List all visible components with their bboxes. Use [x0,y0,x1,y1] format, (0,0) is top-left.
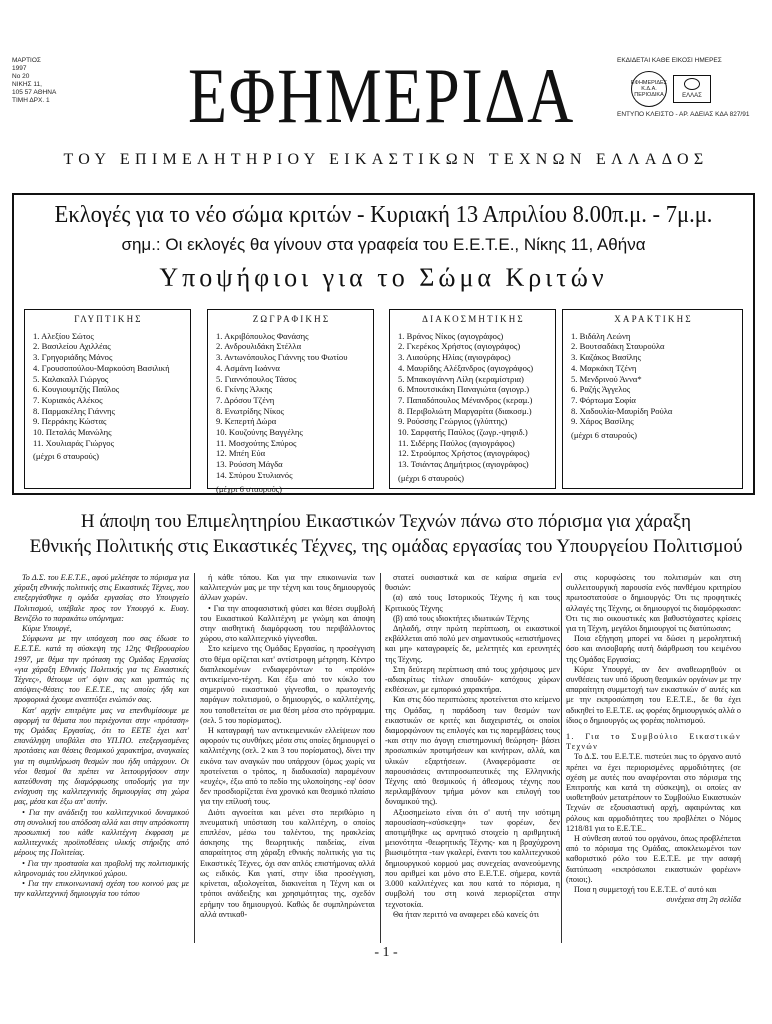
candidate: 12. Μπέη Εύα [216,448,266,459]
vote-limit: (μέχρι 6 σταυρούς) [571,430,638,441]
article-paragraph: Το Δ.Σ. του Ε.Ε.Τ.Ε., αφού μελέτησε το πόρισμα για χάραξη εθνικής πολιτικής στις Εικαστικές Τέχνες, που επεξεργάσθηκε η ομάδα εργασίας στο Υπουργείο Πολιτισμού, υπέβαλε προς τον Υπουργό κ. Ευαγ. Βενιζέλο το παρακάτω υπόμνημα: [14,573,189,623]
candidate: 6. Μπουτσικάκη Παναγιώτα (αγιογρ.) [398,384,530,395]
column-divider [194,573,195,943]
candidate: 9. Χάρος Βασίλης [571,416,634,427]
candidates-decorative [389,309,556,489]
column-heading: ΓΛΥΠΤΙΚΗΣ [74,314,143,324]
article-paragraph: Αξιοσημείωτο είναι ότι σ' αυτή την ισότιμη παρουσίαση-«σύσκεψη» των φορέων, δεν αποτιμήθηκε ως αρνητικό στοιχείο η αριθμητική μειονότητα -θεωρητικής Τέχνης- και η βραχύχρονη βιωσιμότητα -των γκαλερί, έναντι του καλλιτεχνικού δημιουργικού κορμού μας συνεχείας ανανεούμενης που αριθμεί και μόνο στο Ε.Ε.Τ.Ε. σήμερα, κοντά 3.000 καλλιτέχνες και που κατά το πόρισμα, η συμβολή του στη κοινά περιορίζεται στην τεχνοτοκία. [385,807,560,909]
column-heading: ΔΙΑΚΟΣΜΗΤΙΚΗΣ [422,314,525,324]
candidate: 9. Κεπερτή Δώρα [216,416,277,427]
column-divider [380,573,381,943]
candidate: 4. Μαυρίδης Αλέξανδρος (αγιογράφος) [398,362,534,373]
issue-info-line: ΜΑΡΤΙΟΣ [12,57,41,64]
candidate: 11. Χουλιαράς Γιώργος [33,437,114,448]
article-column-2 [200,573,375,920]
candidate: 1. Ακριβόπουλος Φανάσης [216,330,309,341]
newspaper-title: ΕΦΗΜΕΡΙΔΑ [188,52,575,139]
candidate: 2. Βασιλείου Αχιλλέας [33,341,111,352]
column-divider [561,573,562,943]
candidate: 13. Ρούσση Μάγδα [216,459,283,470]
candidates-sculpture [24,309,191,489]
candidate-list [398,331,549,470]
article-paragraph: Η σύνθεση αυτού του οργάνου, όπως προβλέπεται από το πόρισμα της Ομάδας, αποκλειωμένοι των καθοριστικό ρόλο του Ε.Ε.Τ.Ε. με την ασαφή διατύπωση «εκπρόσωποι εικαστικών φορέων» (ποιοι;). [566,834,741,884]
stamp-label: ΕΛΛΑΣ [682,93,702,99]
article-title-line: Η άποψη του Επιμελητηρίου Εικαστικών Τεχνών πάνω στο πόρισμα για χάραξη [80,511,692,532]
candidate: 1. Βράνος Νίκος (αγιογράφος) [398,330,504,341]
candidate: 4. Γρουσοπούλου-Μαρκούση Βασιλική [33,362,170,373]
candidate: 10. Πεταλάς Μανώλης [33,427,112,438]
continued-note: συνέχεια στη 2η σελίδα [666,895,741,905]
article-title [12,509,760,559]
vote-limit: (μέχρι 6 σταυρούς) [398,472,465,483]
candidates-painting [207,309,374,494]
article-paragraph: Θα ήταν περιττό να αναφερει εδώ κανείς ότι [393,909,539,919]
article-title-line: Εθνικής Πολιτικής στις Εικαστικές Τέχνες, της ομάδας εργασίας του Υπουργείου Πολιτισμού [29,536,743,557]
election-note: σημ.: Οι εκλογές θα γίνουν στα γραφεία του Ε.Ε.Τ.Ε., Νίκης 11, Αθήνα [121,235,646,254]
candidate: 9. Περράκης Κώστας [33,416,107,427]
article-paragraph: • Για την ανάδειξη του καλλιτεχνικού δυναμικού στη συνολική του απόδοση αλλά και στην απρόσκοπτη προσωπική του κάθε καλλιτέχνη έκφραση με καλλιτεχνικές προϋποθέσεις υλικής στήριξης από μέρους της Πολιτείας. [14,807,189,858]
article-paragraph: Στο κείμενο της Ομάδας Εργασίας, η προσέγγιση στο θέμα ορίζεται κατ' αντίστροφη μέτρηση. Κέντρο διαπλεκομένων ενδιαφερόντων το «προϊόν» αντικείμενο-τέχνη. Και έξω από τον κύκλο του σημερινού εικαστικού γίγνεσθαι, ο πρωτογενής παράγων πολιτισμού, ο δημιουργός, ο καλλιτέχνης, που τοποθετείται σε μια θέση μέσα στο πρόγραμμα. (σελ. 5 του πορίσματος). [200,644,375,725]
newspaper-subtitle: ΤΟΥ ΕΠΙΜΕΛΗΤΗΡΙΟΥ ΕΙΚΑΣΤΙΚΩΝ ΤΕΧΝΩΝ ΕΛΛΑΔΟΣ [63,151,709,168]
column-heading: ΧΑΡΑΚΤΙΚΗΣ [614,314,693,324]
candidate: 5. Καλακαλλ Γιώργος [33,373,109,384]
postal-logos [631,71,767,107]
periodicals-seal-icon: ΕΦΗΜΕΡΙΔΕΣ Κ.Δ.Α. ΠΕΡΙΟΔΙΚΑ [631,71,667,107]
candidate: 5. Γιαννόπουλος Τάσος [216,373,297,384]
article-column-1 [14,573,189,900]
candidate: 5. Μενδρινού Άννα* [571,373,642,384]
candidate: 8. Παρμακέλης Γιάννης [33,405,115,416]
candidate: 3. Γρηγοριάδης Μάνος [33,352,113,363]
candidates-title: Υποψήφιοι για το Σώμα Κριτών [159,263,608,292]
article-paragraph: ή κάθε τόπου. Και για την επικοινωνία των καλλιτεχνών μας με την τέχνη και τους δημιουργούς άλλων χωρών. [200,573,375,603]
article-paragraph: Το Δ.Σ. του Ε.Ε.Τ.Ε. πιστεύει πως το όργανο αυτό πρέπει να έχει περιορισμένες αρμοδιότητες (σε σχέση με αυτές που αναφέρονται στο πόρισμα της Επιτροπής και κατά τη σύσκεψη), οι οποίες αν υιοθετηθούν μετατρέπουν το Συμβούλιο Εικαστικών Τεχνών σε εξουσιαστική αρχή, αφαιρώντας και ρόλους και αρμοδιότητες του προβλέπει ο Νόμος 1218/81 για το Ε.Ε.Τ.Ε.. [566,752,741,833]
candidate: 3. Αντωνόπουλος Γιάννης του Φωτίου [216,352,348,363]
article-paragraph: Σύμφωνα με την υπόσχεση που σας έδωσε το Ε.Ε.Τ.Ε. κατά τη σύσκεψη της 12ης Φεβρουαρίου 1997, με θέμα την πρόταση της Ομάδας Εργασίας «για χάραξη Εθνικής Πολιτικής για τις Εικαστικές Τέχνες», θέτουμε υπ' όψιν σας και γραπτώς τις απόψεις-θέσεις του Ε.Ε.Τ.Ε., τις οποίες ήδη και προφορικά έχουμε αναπτύξει ενώπιόν σας. [14,634,189,705]
candidate: 3. Καζάκος Βασίλης [571,352,641,363]
candidate: 6. Κουγιουμτζής Παύλος [33,384,120,395]
article-paragraph: Κύριε Υπουργέ, αν δεν αναθεωρηθούν οι συνθέσεις των υπό ίδρυση θεσμικών οργάνων με την απαραίτητη συμμετοχή των εικαστικών σ' αυτές και με την εκπροσώπηση του Ε.Ε.Τ.Ε., δε θα έχει αδικηθεί το Ε.Ε.Τ.Ε. ως φορέας δημιουργικός αλλά ο ίδιος ο δημιουργός ως φορέας πολιτισμού. [566,664,741,725]
candidate: 6. Ραζής Άγγελος [571,384,631,395]
candidate: 5. Μπακογιάννη Λίλη (κεραμίστρια) [398,373,524,384]
candidate: 3. Λιαούρης Ηλίας (αγιογράφος) [398,352,511,363]
candidate: 11. Μοσχούτης Σπύρος [216,437,297,448]
election-box [12,193,755,495]
permit-note: ΕΝΤΥΠΟ ΚΛΕΙΣΤΟ - ΑΡ. ΑΔΕΙΑΣ ΚΔΑ 827/91 [617,111,750,118]
candidate: 13. Τσιάντας Δημήτριος (αγιογράφος) [398,459,529,470]
candidate: 2. Βουτσαδάκη Σταυρούλα [571,341,665,352]
section-heading: 1. Για το Συμβούλιο Εικαστικών Τεχνών [566,732,741,752]
candidate: 10. Σαρφατής Παύλος (ζωγρ.-ψηφιδ.) [398,427,528,438]
candidate: 8. Ενωτρίδης Νίκος [216,405,284,416]
candidate: 8. Χαδουλία-Μαυρίδη Ρούλα [571,405,673,416]
candidate: 14. Σπύρου Στυλιανός [216,469,293,480]
article-paragraph: Ποια εξήγηση μπορεί να δώσει η μεροληπτική όσο και ανισοβαρής αυτή διάρθρωση του κειμένου της Ομάδας Εργασίας; [566,634,741,664]
candidate: 2. Ανδρουλιδάκη Στέλλα [216,341,302,352]
column-heading: ΖΩΓΡΑΦΙΚΗΣ [252,314,331,324]
issue-info-line: Νο 20 [12,73,30,80]
candidate: 7. Δρόσου Τζένη [216,394,275,405]
candidate: 8. Περιβολιώτη Μαργαρίτα (διακοσμ.) [398,405,532,416]
issue-info-line: 105 57 ΑΘΗΝΑ [12,89,57,96]
candidate: 11. Σιδέρης Παύλος (αγιογράφος) [398,437,515,448]
candidate: 1. Αλεξίου Σώτος [33,330,94,341]
article-paragraph: Κατ' αρχήν επιτρέψτε μας να επενθυμίσουμε με αφορμή τα θέματα που περιέχονται στην «πρόταση» της Ομάδας Εργασίας, ότι το ΕΕΤΕ έχει κατ' επανάληψη υποβάλει στο ΥΠ.ΠΟ. επεξεργασμένες προτάσεις και θέσεις θεσμικού χαρακτήρα, αναγκαίες για τη συμπλήρωση θεσμών που ήδη υπάρχουν. Οι νέοι θεσμοί θα πρέπει να λειτουργήσουν στην κατεύθυνση της διαμόρφωσης υποδομής για την ενίσχυση της καλλιτεχνικής δημιουργίας στη χώρα μας, μέσα και έξω απ' αυτήν. [14,705,189,807]
article-paragraph: στις κορυφώσεις του πολιτισμών και στη συλλειτουργική παρουσία ενός πανθέμου κριτηρίου πρωτοστατούσε ο δημιουργός: Ότι τις προφητικές αλλαγές της Τέχνης, οι δημιουργοί τις διαμόρφωσαν: Ότι τις πιο οικουστικές και βαθυστόχαστες κρίσεις για τη Τέχνη, μεγάλοι δημιουργοί τις διατύπωσαν; [566,573,741,634]
article-paragraph: (α) από τους Ιστορικούς Τέχνης ή και τους Κριτικούς Τέχνης [385,593,560,613]
vote-limit: (μέχρι 6 σταυρούς) [216,483,283,494]
candidate-list [33,331,184,449]
article-paragraph: • Για την προστασία και προβολή της πολιτισμικής κληρονομιάς του ελληνικού χώρου. [14,858,189,878]
article-paragraph: Κύριε Υπουργέ, [22,624,72,634]
candidates-printmaking [562,309,743,489]
issue-info-line: ΝΙΚΗΣ 11, [12,81,42,88]
candidate: 7. Παπαδόπουλος Μένανδρος (κεραμ.) [398,394,533,405]
article-paragraph: Η καταγραφή των αντικειμενικών ελλείψεων που αφορούν τις συνθήκες μέσα στις οποίες δημιουργεί ο καλλιτέχνης (σελ. 2 και 3 του πορίσματος), δίνει την εικόνα των αναγκών που υπάρχουν (όμως χωρίς να προτείνεται ο τρόπος, η διαδικασία) παραμένουν «ευχές», έξω από το πεδίο της υλοποίησης -εφ' όσον δεν προσδιορίζεται ένα χρονικό και θεσμικό πλαίσιο για την επίλυσή τους. [200,726,375,807]
candidate: 7. Κυριακός Αλέκος [33,394,103,405]
article-paragraph: Δηλαδή, στην πρώτη περίπτωση, οι εικαστικοί εκβάλλεται από πολύ μεν σημαντικούς «επιστήμονες και μη» καταγραφείς δε, μελετητές και ερευνητές της Τέχνης. [385,624,560,664]
article-paragraph: Διότι αγνοείται και μένει στο περιθώριο η πνευματική υπόσταση του καλλιτέχνη, ο οποίος επιπλέον, μέσω του ταλέντου, της ηρακλείας άσκησης της θεωρητικής παιδείας, είναι απαραίτητος στη χάραξη εθνικής πολιτικής για τις Εικαστικές Τέχνες, όχι σαν απλός επιστήμονας αλλά ως ειδικός. Και γιατί, στην ίδια προσέγγιση, κρίνεται, αξιολογείται, διακινείται η Τέχνη και οι τρόποι ανάδειξης και χρησιμότητας της, σχεδόν ερήμην του δημιουργού. Καθώς δε συμπληρώνεται αλλά αντικαθ- [200,807,375,919]
page-number: - 1 - [374,945,398,960]
candidate: 6. Γκίνης Άλκης [216,384,273,395]
issue-info-line: ΤΙΜΗ ΔΡΧ. 1 [12,97,50,104]
candidate: 1. Βιδάλη Λεώνη [571,330,631,341]
election-headline: Εκλογές για το νέο σώμα κριτών - Κυριακή 13 Απριλίου 8.00π.μ. - 7μ.μ. [54,202,713,228]
candidate: 12. Στρούμπος Χρήστος (αγιογράφος) [398,448,530,459]
frequency-note: ΕΚΔΙΔΕΤΑΙ ΚΑΘΕ ΕΙΚΟΣΙ ΗΜΕΡΕΣ [617,57,722,64]
article-column-4 [566,573,741,906]
article-paragraph: Και στις δύο περιπτώσεις προτείνεται στο κείμενο της Ομάδας, η παράδοση των θεσμών των εικαστικών σε κριτές και διαχειριστές, οι οποίοι διαμορφώνουν τις επιλογές και τις παρεμβάσεις τους -και στην πιο άγογη επιστημονική θεώρηση- βάσει προσωπικών προτιμήσεων και κινήτρων, αλλά, και υλικών εξαρτήσεων. (Αναφερόμαστε σε παρουσιάσεις αντιπροσωπευτικές της Ελληνικής Τέχνης από θεσμικούς ή άθεσμους τέχνης που περιλαμβάνουν τμήμα μόνον και επιλογή του δυναμικού της). [385,695,560,807]
candidate: 4. Ασμάνη Ιωάννα [216,362,280,373]
candidate: 7. Φόρτωμα Σοφία [571,394,636,405]
post-horn-icon [684,78,700,90]
candidate: 9. Ρούσσης Γεώργιος (γλύπτης) [398,416,508,427]
candidate: 2. Γκερέκος Χρήστος (αγιογράφος) [398,341,521,352]
vote-limit: (μέχρι 6 σταυρούς) [33,451,100,462]
article-paragraph: στατεί ουσιαστικά και σε καίρια σημεία εν θυσιών: [385,573,560,593]
issue-info [12,57,102,105]
article-paragraph: • Για την αποφασιστική φύσει και θέσει συμβολή του Εικαστικού Καλλιτέχνη με γνώμη και άποψη στην αισθητική διαμόρφωση του περιβάλλοντος χώρου, στο καλλιτεχνικό γίγνεσθαι. [200,603,375,644]
issue-info-line: 1997 [12,65,27,72]
candidate-list [571,331,736,427]
article-paragraph: Ποια η συμμετοχή του Ε.Ε.Τ.Ε. σ' αυτό και [574,885,717,895]
article-paragraph: • Για την επικοινωνιακή σχέση του κοινού μας με την καλλιτεχνική δημιουργία του τόπου [14,879,189,899]
candidate: 10. Κουζούνης Βαγγέλης [216,427,303,438]
candidate: 4. Μαρκάκη Τζένη [571,362,637,373]
article-paragraph: (β) από τους ιδιοκτήτες ιδιωτικών Τέχνης [393,613,529,623]
candidate-list [216,331,367,481]
article-paragraph: Στη δεύτερη περίπτωση από τους χρήσιμους μεν -αδιακρίτως τίτλων σπουδών- κατόχους χώρων εκθέσεων, με εμπορικό χαρακτήρα. [385,664,560,695]
hellenic-post-icon [673,75,711,103]
publication-info [617,57,767,119]
article-column-3 [385,573,560,920]
